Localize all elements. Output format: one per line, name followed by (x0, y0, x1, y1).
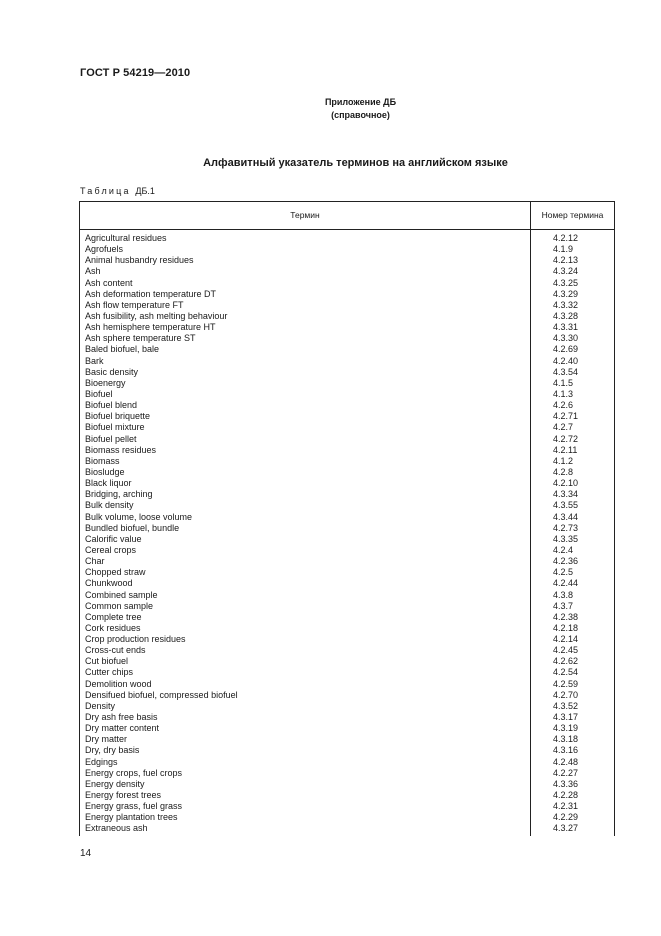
section-title: Алфавитный указатель терминов на английском языке (203, 157, 508, 169)
term-number-cell: 4.2.71 (553, 411, 579, 422)
term-number-cell: 4.3.17 (553, 712, 579, 723)
term-number-cell: 4.3.8 (553, 589, 574, 600)
term-cell: Chunkwood (85, 578, 133, 589)
table-row (79, 768, 615, 779)
table-row (79, 690, 615, 701)
term-cell: Ash flow temperature FT (85, 299, 184, 310)
column-header-term: Термин (290, 210, 320, 220)
table-row (79, 523, 615, 534)
term-number-cell: 4.3.27 (553, 823, 579, 834)
table-row (79, 300, 615, 311)
table-row (79, 367, 615, 378)
term-cell: Biofuel pellet (85, 433, 137, 444)
term-number-cell: 4.1.5 (553, 377, 574, 388)
term-cell: Combined sample (85, 589, 158, 600)
term-cell: Agrofuels (85, 244, 124, 255)
table-row (79, 757, 615, 768)
table-row (79, 411, 615, 422)
term-number-cell: 4.3.7 (553, 600, 574, 611)
term-cell: Agricultural residues (85, 233, 167, 243)
term-cell: Dry ash free basis (85, 712, 158, 723)
term-number-cell: 4.3.36 (553, 778, 579, 789)
term-cell: Baled biofuel, bale (85, 344, 160, 355)
term-cell: Ash (85, 266, 101, 277)
table-caption-label: Таблица (80, 186, 131, 196)
term-number-cell: 4.2.45 (553, 645, 579, 656)
table-caption-number: ДБ.1 (135, 186, 155, 196)
table-row (79, 812, 615, 823)
appendix-title: Приложение ДБ (324, 97, 397, 107)
term-cell: Energy plantation trees (85, 812, 178, 823)
term-cell: Cork residues (85, 622, 141, 633)
term-number-cell: 4.3.55 (553, 500, 579, 511)
table-row (79, 823, 615, 834)
table-border-top (79, 201, 615, 202)
table-row (79, 512, 615, 523)
term-number-cell: 4.3.18 (553, 734, 579, 745)
table-row (79, 656, 615, 667)
term-number-cell: 4.2.59 (553, 678, 579, 689)
term-number-cell: 4.2.70 (553, 689, 579, 700)
term-cell: Bioenergy (85, 377, 126, 388)
term-cell: Density (85, 700, 116, 711)
term-number-cell: 4.3.54 (553, 366, 579, 377)
term-cell: Energy density (85, 778, 145, 789)
term-cell: Ash hemisphere temperature HT (85, 322, 216, 333)
table-row (79, 712, 615, 723)
term-number-cell: 4.2.12 (553, 233, 579, 243)
table-row (79, 590, 615, 601)
table-row (79, 422, 615, 433)
term-number-cell: 4.2.7 (553, 422, 574, 433)
table-row (79, 500, 615, 511)
term-cell: Bulk volume, loose volume (85, 511, 193, 522)
table-row (79, 478, 615, 489)
table-row (79, 322, 615, 333)
term-number-cell: 4.2.69 (553, 344, 579, 355)
term-number-cell: 4.2.40 (553, 355, 579, 366)
term-number-cell: 4.2.31 (553, 801, 579, 812)
term-cell: Edgings (85, 756, 118, 767)
table-row (79, 634, 615, 645)
term-cell: Dry, dry basis (85, 745, 140, 756)
term-cell: Ash deformation temperature DT (85, 288, 217, 299)
document-code: ГОСТ Р 54219—2010 (80, 67, 191, 79)
column-header-number: Номер термина (541, 210, 604, 220)
term-number-cell: 4.3.29 (553, 288, 579, 299)
table-row (79, 244, 615, 255)
term-cell: Cross-cut ends (85, 645, 146, 656)
term-number-cell: 4.2.27 (553, 767, 579, 778)
table-row (79, 667, 615, 678)
term-number-cell: 4.3.34 (553, 489, 579, 500)
term-cell: Biofuel blend (85, 400, 138, 411)
term-number-cell: 4.3.44 (553, 511, 579, 522)
term-cell: Cutter chips (85, 667, 134, 678)
term-cell: Cereal crops (85, 544, 137, 555)
term-number-cell: 4.3.24 (553, 266, 579, 277)
term-cell: Demolition wood (85, 678, 152, 689)
term-number-cell: 4.2.13 (553, 255, 579, 266)
term-number-cell: 4.2.48 (553, 756, 579, 767)
term-number-cell: 4.2.11 (553, 444, 578, 455)
term-cell: Extraneous ash (85, 823, 148, 834)
term-cell: Chopped straw (85, 567, 146, 578)
table-row (79, 745, 615, 756)
term-cell: Dry matter (85, 734, 128, 745)
term-cell: Calorific value (85, 533, 142, 544)
term-cell: Biofuel mixture (85, 422, 145, 433)
term-number-cell: 4.3.16 (553, 745, 579, 756)
term-cell: Biosludge (85, 466, 125, 477)
term-cell: Biofuel briquette (85, 411, 151, 422)
table-row (79, 612, 615, 623)
term-cell: Energy crops, fuel crops (85, 767, 183, 778)
term-cell: Biomass (85, 455, 120, 466)
term-number-cell: 4.2.38 (553, 611, 579, 622)
page-number: 14 (80, 848, 92, 859)
term-cell: Energy forest trees (85, 790, 162, 801)
table-row (79, 434, 615, 445)
term-cell: Biofuel (85, 388, 113, 399)
term-number-cell: 4.1.3 (553, 388, 574, 399)
term-cell: Bundled biofuel, bundle (85, 522, 180, 533)
table-row (79, 400, 615, 411)
table-row (79, 567, 615, 578)
table-row (79, 255, 615, 266)
term-cell: Basic density (85, 366, 139, 377)
table-row (79, 723, 615, 734)
table-caption (80, 186, 155, 196)
term-number-cell: 4.3.31 (553, 322, 579, 333)
table-header-divider (79, 229, 615, 230)
term-cell: Bark (85, 355, 104, 366)
term-number-cell: 4.2.6 (553, 400, 574, 411)
table-row (79, 378, 615, 389)
term-number-cell: 4.2.4 (553, 544, 574, 555)
term-number-cell: 4.2.44 (553, 578, 579, 589)
table-row (79, 801, 615, 812)
term-cell: Common sample (85, 600, 154, 611)
term-number-cell: 4.2.73 (553, 522, 579, 533)
term-cell: Ash fusibility, ash melting behaviour (85, 310, 228, 321)
table-row (79, 679, 615, 690)
table-row (79, 278, 615, 289)
table-row (79, 445, 615, 456)
term-number-cell: 4.3.35 (553, 533, 579, 544)
term-number-cell: 4.2.54 (553, 667, 579, 678)
term-number-cell: 4.3.32 (553, 299, 579, 310)
table-row (79, 467, 615, 478)
term-number-cell: 4.3.28 (553, 310, 579, 321)
term-cell: Cut biofuel (85, 656, 129, 667)
table-row (79, 344, 615, 355)
term-number-cell: 4.2.18 (553, 622, 579, 633)
term-cell: Biomass residues (85, 444, 157, 455)
table-body (79, 233, 615, 835)
term-number-cell: 4.2.72 (553, 433, 579, 444)
term-number-cell: 4.1.2 (553, 455, 574, 466)
term-number-cell: 4.3.52 (553, 700, 579, 711)
table-row (79, 289, 615, 300)
term-number-cell: 4.3.19 (553, 723, 579, 734)
term-number-cell: 4.3.30 (553, 333, 579, 344)
table-row (79, 356, 615, 367)
appendix-note: (справочное) (331, 110, 390, 120)
term-cell: Ash sphere temperature ST (85, 333, 196, 344)
term-cell: Energy grass, fuel grass (85, 801, 183, 812)
terms-table (79, 201, 615, 836)
term-cell: Dry matter content (85, 723, 160, 734)
table-row (79, 601, 615, 612)
term-cell: Black liquor (85, 478, 132, 489)
term-number-cell: 4.2.8 (553, 466, 574, 477)
table-row (79, 233, 615, 244)
table-row (79, 734, 615, 745)
table-row (79, 578, 615, 589)
table-row (79, 456, 615, 467)
table-row (79, 333, 615, 344)
table-row (79, 311, 615, 322)
term-number-cell: 4.2.29 (553, 812, 579, 823)
table-row (79, 489, 615, 500)
term-cell: Char (85, 556, 105, 567)
table-row (79, 645, 615, 656)
table-row (79, 623, 615, 634)
term-cell: Bridging, arching (85, 489, 153, 500)
term-cell: Ash content (85, 277, 133, 288)
term-cell: Bulk density (85, 500, 134, 511)
table-row (79, 701, 615, 712)
term-number-cell: 4.2.28 (553, 790, 579, 801)
term-cell: Densifued biofuel, compressed biofuel (85, 689, 238, 700)
term-cell: Animal husbandry residues (85, 255, 194, 266)
table-row (79, 556, 615, 567)
term-number-cell: 4.2.36 (553, 556, 579, 567)
table-row (79, 389, 615, 400)
table-row (79, 779, 615, 790)
term-number-cell: 4.3.25 (553, 277, 579, 288)
term-cell: Crop production residues (85, 634, 186, 645)
table-row (79, 534, 615, 545)
table-row (79, 790, 615, 801)
term-cell: Complete tree (85, 611, 142, 622)
term-number-cell: 4.2.10 (553, 478, 579, 489)
table-row (79, 266, 615, 277)
term-number-cell: 4.2.14 (553, 634, 579, 645)
term-number-cell: 4.2.5 (553, 567, 574, 578)
term-number-cell: 4.1.9 (553, 244, 574, 255)
table-row (79, 545, 615, 556)
term-number-cell: 4.2.62 (553, 656, 579, 667)
